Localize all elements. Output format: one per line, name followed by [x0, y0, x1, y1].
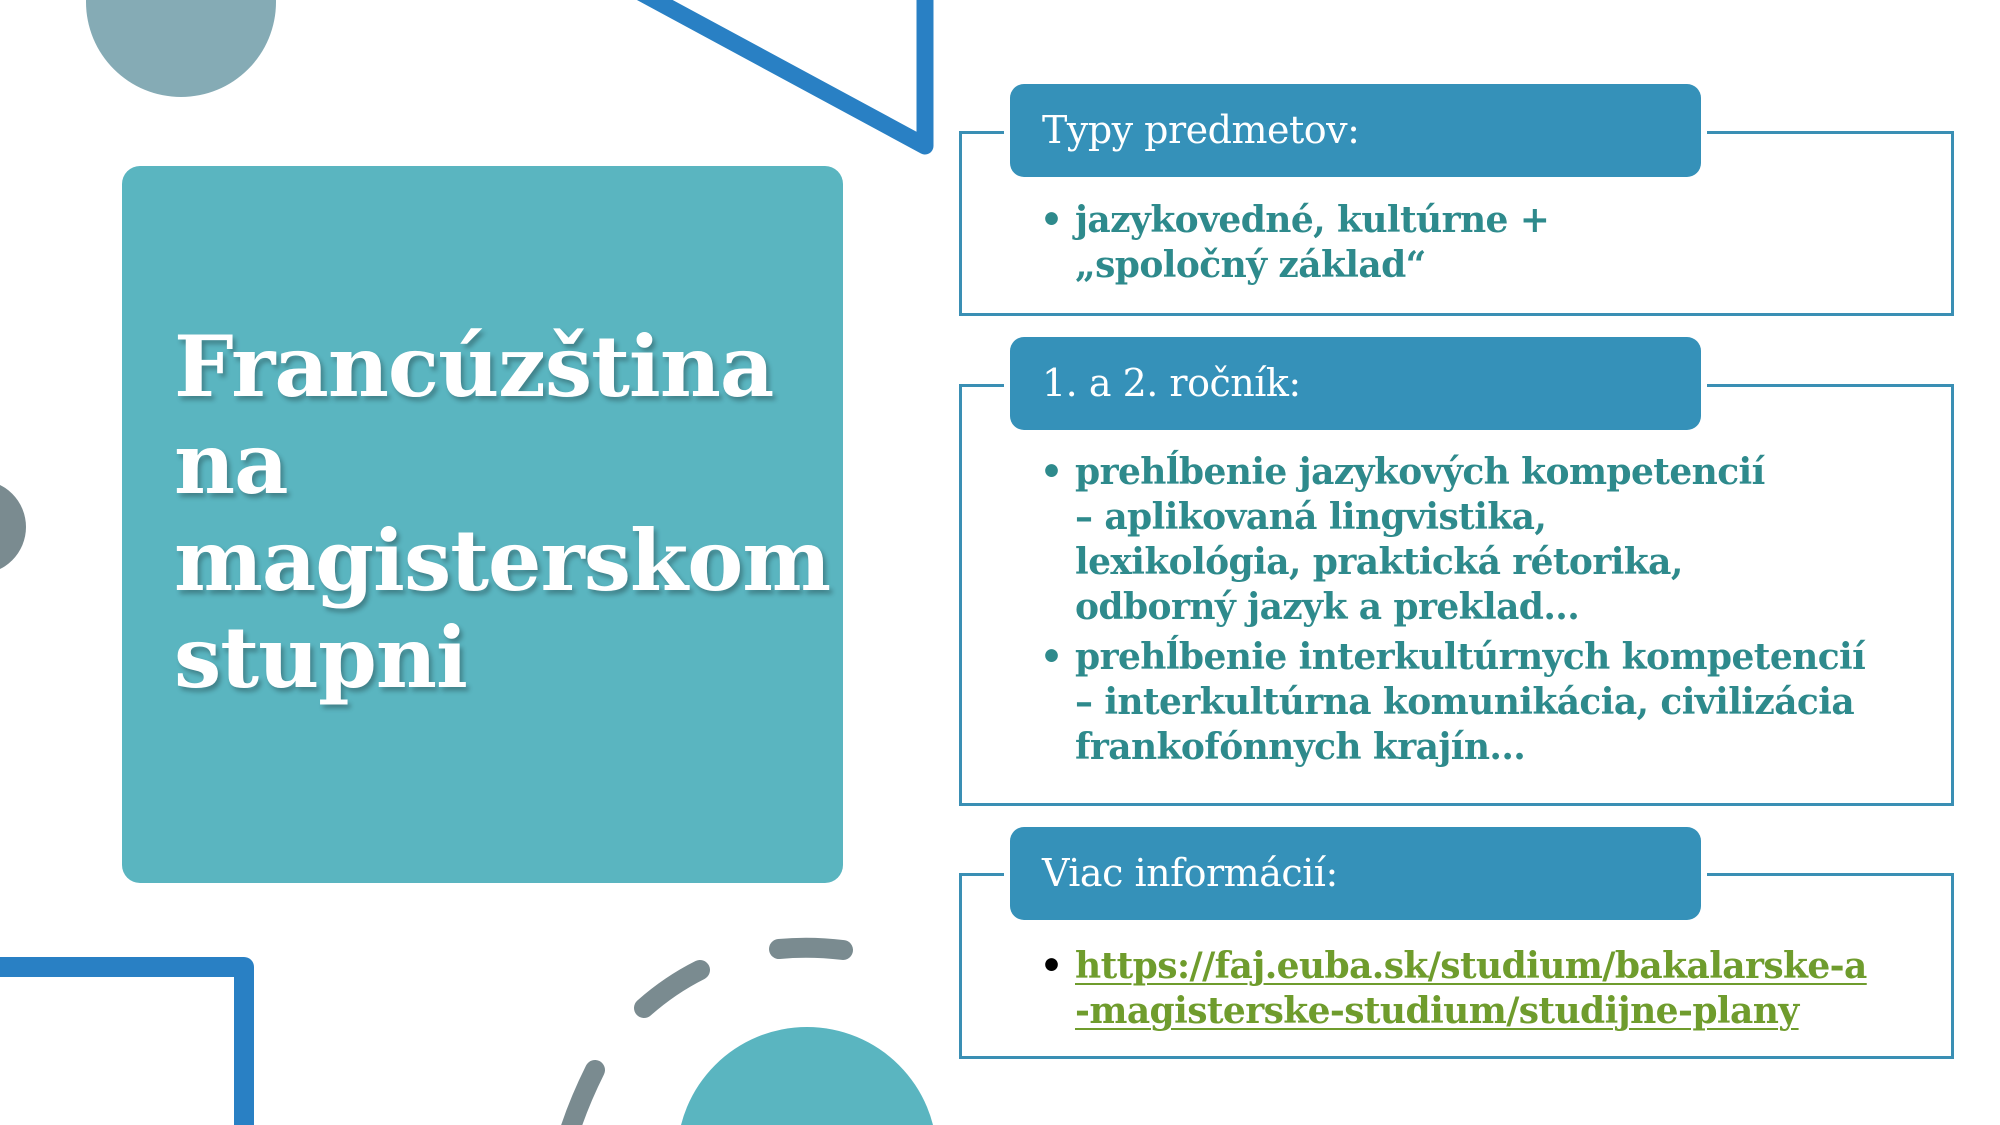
- study-plans-link[interactable]: https://faj.euba.sk/studium/bakalarske-a-magisterske-studium/studijne-plany: [1075, 945, 1867, 1032]
- title-line: Francúzština: [174, 317, 774, 416]
- bullet-list-subject-types: [1040, 198, 1740, 288]
- bullet-item: [1040, 944, 1870, 1034]
- gray-half-circle-decoration: [0, 480, 26, 574]
- bullet-text: prehĺbenie interkultúrnych kompetencií – interkultúrna komunikácia, civilizácia frankofónnych krajín...: [1075, 636, 1866, 768]
- section-header-label: Viac informácií:: [1042, 851, 1338, 895]
- dashed-arc-decoration: [570, 948, 843, 1125]
- slide-title: [174, 318, 834, 706]
- bullet-item: [1040, 635, 1880, 770]
- bullet-text: prehĺbenie jazykových kompetencií – aplikovaná lingvistika, lexikológia, praktická rétorika, odborný jazyk a preklad...: [1075, 451, 1765, 628]
- title-line: magisterskom: [174, 511, 831, 610]
- title-panel: [122, 166, 843, 883]
- bullet-item: [1040, 198, 1740, 288]
- bullet-dot-icon: •: [1040, 199, 1063, 241]
- blue-triangle-decoration: [640, 0, 925, 146]
- title-line: stupni: [174, 608, 467, 707]
- bullet-dot-icon: •: [1040, 636, 1063, 678]
- section-header-label: Typy predmetov:: [1042, 108, 1360, 152]
- bullet-item: [1040, 450, 1775, 630]
- section-header-more-info: [1010, 827, 1701, 920]
- slate-circle-decoration: [86, 0, 276, 97]
- section-header-years: [1010, 337, 1701, 430]
- title-line: na: [174, 414, 288, 513]
- teal-circle-decoration: [677, 1027, 937, 1125]
- bullet-dot-icon: •: [1040, 945, 1063, 987]
- section-header-subject-types: [1010, 84, 1701, 177]
- section-header-label: 1. a 2. ročník:: [1042, 361, 1301, 405]
- bullet-text: jazykovedné, kultúrne + „spoločný základ“: [1075, 199, 1550, 286]
- bullet-dot-icon: •: [1040, 451, 1063, 493]
- bullet-list-more-info: [1040, 944, 1870, 1034]
- bullet-list-years: [1040, 450, 1880, 770]
- blue-bracket-decoration: [0, 967, 244, 1125]
